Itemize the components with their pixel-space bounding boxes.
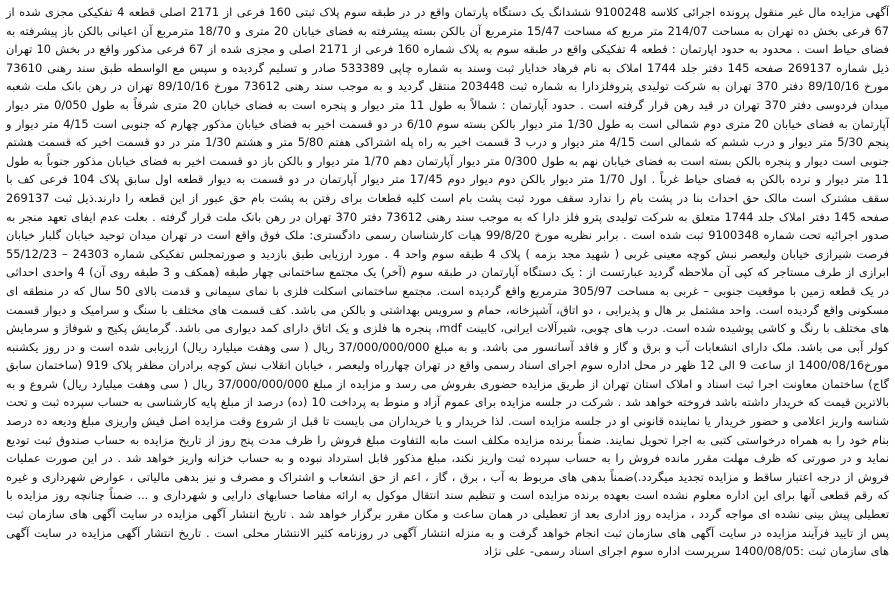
auction-notice-text: آگهی مزایده مال غیر منقول پرونده اجرائی کلاسه 9100248 ششدانگ یک دستگاه پارتمان واقع در در طبقه سوم پلاک ثبتی 160 فرعی از 2171 اصلی قطعه 4 تفکیکی مجزی شده از 67 فرعی بخش ده تهران به مساحت 214/07 متر مربع که مساحت 15/47 مترمربع آن بالکن بسته پیشرفته به فضای خیابان 20 متری و 18/70 مترمربع آن اعیانی بالکن باز پیشرفته به فضای حیاط است . محدود به حدود اپارتمان : قطعه 4 تفکیکی واقع در طبقه سوم به پلاک شماره 160 فرعی از 2171 اصلی و مجزی شده از 67 فرعی مذکور واقع در بخش 10 تهران ذیل شماره 269137 صفحه 145 دفتر جلد 1744 املاک به نام فرهاد خدایار ثبت وسند به شماره چاپی 533389 صادر و تسلیم گردیده و سپس مع الواسطه طبق سند رهنی 73610 مورخ 89/10/16 دفتر 370 تهران به شرکت تولیدی پتروفلزدارا به شماره ثبت 203448 منتقل گردید و به موجب سند رهنی 73612 مورخ 89/10/16 تهران در رهن بانک ملت شعبه میدان فردوسی دفتر 370 تهران در قید رهن قرار گرفته است . حدود آپارتمان : شمالاً به طول 11 متر دیوار و پنجره است به فضای خیابان 20 متری شرقاً به طول 0/050 متر دیوار آپارتمان به فضای خیابان 20 متری دوم شمالی است به طول 1/30 متر دیوار بالکن بسته سوم 6/10 در دو قسمت اخیر به فضای خیابان مذکور چهارم که جنوبی است 4/15 متر دیوار و پنجم 5/30 متر دیوار و درب ششم که شمالی است 4/15 متر دیوار و درب 3 قسمت اخیر به راه پله اشتراکی هفتم 5/80 متر و هشتم 1/30 متر در دو قسمت اخیر که قسمت هشتم جنوبی است دیوار و پنجره بالکن بسته است به فضای خیابان نهم به طول 0/300 متر دیوار آپارتمان دهم 1/70 متر دیوار و بالکن باز دو قسمت اخیر به فضای خیابان مذکور جنوباً به طول 11 متر دیوار و نرده بالکن به فضای حیاط غرباً . اول 1/70 متر دیوار بالکن دوم دیوار دوم 17/45 متر دیوار آپارتمان در دو قسمت به دیوار قطعه اول سابق پلاک 104 فرعی کف با سقف مشترک است مالک حق احداث بنا در پشت بام را ندارد سقف مورد ثبت پشت بام است کلیه قطعات برای رفتن به پشت بام حق عبور از این قطعه را دارند.ذیل ثبت 269137 صفحه 145 دفتر املاک جلد 1744 متعلق به شرکت تولیدی پترو فلز دارا که به موجب سند رهنی 73612 دفتر 370 تهران در رهن بانک ملت قرار گرفته . بعلت عدم ایفای تعهد منجر به صدور اجرائیه تحت شماره 9100348 ثبت شده است . برابر نظریه مورخ 99/8/20 هیات کارشناسان رسمی دادگستری: ملک فوق واقع است در تهران میدان توحید خیابان گلبار خیابان فرصت شیرازی خیابان ولیعصر نبش کوچه معینی غربی ( شهید مجد بزمه ) پلاک 4 طبقه سوم واحد 4 . مورد ارزیابی طبق بازدید و صورتمجلس تفکیکی شماره 24303 – 55/12/23 ابرازی از طرف مستاجر که کپی آن ملاحظه گردید عبارتست از : یک دستگاه آپارتمان در طبقه سوم (آخر) یک مجتمع ساختمانی چهار طبقه (همکف و 3 طبقه روی آن) 4 واحدی احداثی در یک قطعه زمین با موقعیت جنوبی – غربی به مساحت 305/97 مترمربع واقع گردیده است. مجتمع ساختمانی اسکلت فلزی با نمای سیمانی و قدمت بالای 50 سال که در منطقه ای مسکونی واقع گردیده است. واحد مشتمل بر هال و پذیرایی ، دو اتاق، آشپزخانه، حمام و سرویس بهداشتی و بالکن می باشد. کف قسمت های مختلف با سنگ و سرامیک و دیوار قسمت های مختلف با رنگ و کاشی پوشیده شده است. درب های چوبی، شیرآلات ایرانی، کابینت mdf، پنجره ها فلزی و یک اتاق دارای کمد دیواری می باشد. گرمایش پکیج و شوفاژ و سرمایش کولر آبی می باشد. ملک دارای انشعابات آب و برق و گاز و فاقد آسانسور می باشد. و به مبلغ 37/000/000/000 ریال ( سی وهفت میلیارد ریال) ارزیابی شده است و در روز یکشنبه مورخ1400/08/16 از ساعت 9 الی 12 ظهر در محل اداره سوم اجرای اسناد رسمی واقع در تهران چهارراه ولیعصر ، خیابان انقلاب نبش کوچه برادران مظفر پلاک 919 (ساختمان سابق گاج) ساختمان معاونت اجرا ثبت اسناد و املاک استان تهران از طریق مزایده حضوری بفروش می رسد و مزایده از مبلغ 37/000/000/000 ریال ( سی وهفت میلیارد ریال) شروع و به بالاترین قیمت که خریدار داشته باشد فروخته خواهد شد . شرکت در جلسه مزایده برای عموم آزاد و منوط به پرداخت 10 (ده) درصد از مبلغ پایه کارشناسی به حساب سپرده ثبت و تحت شناسه واریز اعلامی و حضور خریدار یا نماینده قانونی او در جلسه مزایده است. لذا خریدار و یا خریداران می بایست تا قبل از شروع وقت مزایده اصل فیش واریزی مبلغ ودیعه ده درصد بنام خود را به همراه درخواستی کتبی به اجرا تحویل نمایند. ضمناً برنده مزایده مکلف است مابه التفاوت مبلغ فروش را ظرف مدت پنج روز از تاریخ مزایده به حساب صندوق ثبت تودیع نماید و در صورتی که ظرف مهلت مقرر مانده فروش را به حساب سپرده ثبت واریز نکند، مبلغ مذکور قابل استرداد نبوده و به حساب خزانه واریز خواهد شد . در این صورت عملیات فروش از درجه اعتبار ساقط و مزایده تجدید میگردد.)ضمناً بدهی های مربوط به آب ، برق ، گاز ، اعم از حق انشعاب و اشتراک و مصرف و نیز بدهی مالیاتی ، عوارض شهرداری و غیره که رقم قطعی آنها برای این اداره معلوم نشده است بعهده برنده مزایده است و تنظیم سند انتقال موکول به ارائه مفاصا حسابهای دارایی و شهرداری و ... ضمناً چنانچه روز مزایده با تعطیلی پیش بینی نشده ای مواجه گردد ، مزایده روز اداری بعد از تعطیلی در همان ساعت و مکان مقرر برگزار خواهد شد . تاریخ انتشار آگهی مزایده در سایت آگهی های سازمان ثبت پس از تایید فرآیند مزایده در سایت آگهی های سازمان ثبت انجام خواهد گرفت و به منزله انتشار آگهی در روزنامه کثیر الانتشار محلی است . تاریخ انتشار آگهی مزایده در سایت آگهی های سازمان ثبت :1400/08/05 سرپرست اداره سوم اجرای اسناد رسمی- علی نژاد bbox=[6, 5, 890, 559]
